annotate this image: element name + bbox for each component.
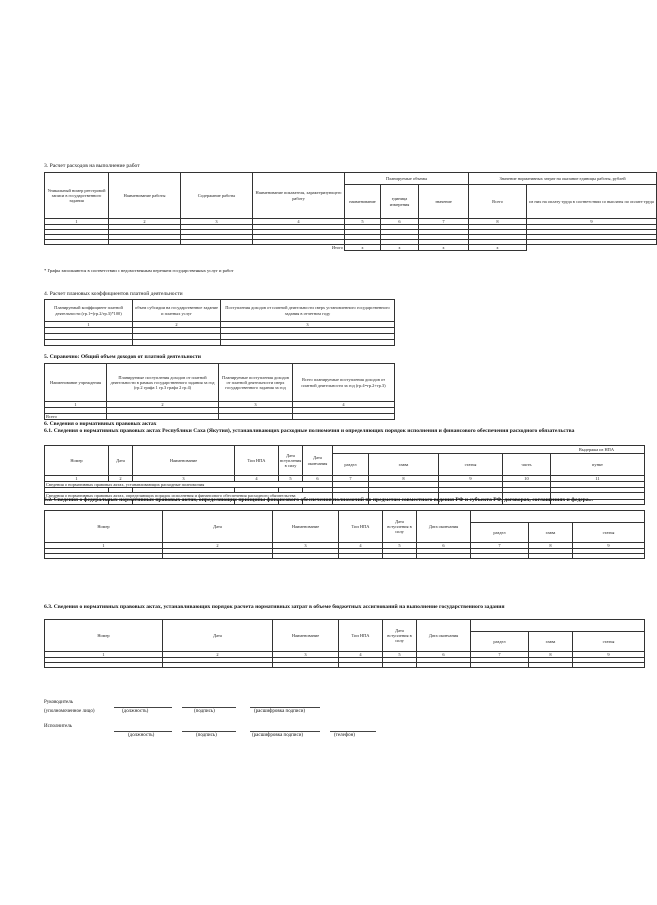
- col-number: 1: [45, 219, 109, 225]
- col-number: 1: [45, 652, 163, 658]
- executor-decode-caption: (расшифровка подписи): [252, 733, 304, 738]
- col-expire-date: Дата окончания: [303, 446, 333, 476]
- col-extract-group: [471, 620, 645, 632]
- col-number: 5: [279, 476, 303, 482]
- col-date: Дата: [163, 511, 273, 543]
- col-name: Наименование: [273, 511, 339, 543]
- col-subsidy-volume: объем субсидии на государственное задание и платных услуг: [133, 300, 221, 322]
- col-number: 5: [383, 652, 417, 658]
- col-institution: Наименование учреждения: [45, 364, 107, 402]
- col-plan-value: значение: [419, 185, 469, 219]
- col-article: статья: [573, 523, 645, 543]
- col-planned-volumes: Планируемые объемы: [345, 173, 469, 185]
- col-act-extract: Выдержка из НПА: [333, 446, 645, 454]
- decode-line: [250, 707, 320, 708]
- col-end-date: Дата окончания: [417, 620, 471, 652]
- total-row: [45, 414, 395, 420]
- col-indicator-name: Наименование показателя, характеризующего работу: [253, 173, 345, 219]
- col-number: 8: [529, 652, 573, 658]
- col-article: статья: [439, 454, 503, 476]
- col-number: 7: [419, 219, 469, 225]
- col-number: 1: [45, 543, 163, 549]
- col-income-in-task: Планируемые поступления доходов от платной деятельности в рамках государственного задания за год (гр.2 графа 1 гр.3 графа 2 гр.4): [107, 364, 219, 402]
- col-name: Наименование: [273, 620, 339, 652]
- col-number: 2: [109, 219, 181, 225]
- col-number: 3: [133, 476, 235, 482]
- col-number: 7: [471, 543, 529, 549]
- col-effective-date: Дата вступления в силу: [383, 511, 417, 543]
- position-line: [114, 707, 172, 708]
- col-number: 9: [573, 543, 645, 549]
- col-unique-number: Уникальный номер реестровой записи в государственного задания: [45, 173, 109, 219]
- col-effective-date: Дата вступления в силу: [383, 620, 417, 652]
- head-sub-label: (уполномоченное лицо): [44, 709, 95, 714]
- section-6-3-title: 6.3. Сведения о нормативных правовых актах, устанавливающих порядок расчета нормативных затрат в объеме бюджетных ассигнований на выполнение государственного задания: [44, 604, 505, 610]
- col-number: 4: [235, 476, 279, 482]
- col-number: 4: [339, 652, 383, 658]
- total-value: х: [345, 245, 381, 251]
- col-number: 3: [273, 652, 339, 658]
- col-number: 1: [45, 476, 109, 482]
- col-work-content: Содержание работы: [181, 173, 253, 219]
- col-cost-total: Всего: [469, 185, 527, 219]
- col-extract-group: [471, 511, 645, 523]
- col-number: Номер: [45, 446, 109, 476]
- col-income-over-task: Планируемые поступления доходов от платной деятельности сверх государственного задания за год: [219, 364, 293, 402]
- head-label: Руководитель: [44, 700, 74, 705]
- col-end-date: Дата окончания: [417, 511, 471, 543]
- executor-phone-caption: (телефон): [334, 733, 355, 738]
- col-number: 2: [163, 543, 273, 549]
- col-act-type: Тип НПА: [339, 511, 383, 543]
- col-number: 4: [253, 219, 345, 225]
- section-3-title: 3. Расчет расходов на выполнение работ: [44, 163, 140, 169]
- col-work-name: Наименование работы: [109, 173, 181, 219]
- section-6-2-title: 6.2. Сведения о федеральных нормативных правовых актах, определяющих принципы финансового обеспечения полномочий по предметам совместного ведения РФ и субъекта РФ, договорах, соглашениях и федера...: [44, 497, 593, 503]
- col-number: 2: [107, 402, 219, 408]
- section-6-1-title: 6.1. Сведения о нормативных правовых актах Республики Саха (Якутия), устанавливающих расходные полномочия и определяющих порядок исполнения и финансового обеспечения расходного обязательства: [44, 428, 575, 434]
- table-row: [45, 340, 395, 346]
- section-3-footnote: * Графы заполняются в соответствии с ведомственным перечнем государственных услуг и работ: [44, 268, 234, 273]
- total-label: Всего: [45, 414, 107, 420]
- col-income-total: Всего планируемые поступления доходов от платной деятельности за год (гр.4=гр.2+гр.3): [293, 364, 395, 402]
- table-row: [45, 554, 645, 559]
- total-value: х: [419, 245, 469, 251]
- total-row: [45, 245, 657, 251]
- col-act-type: Тип НПА: [339, 620, 383, 652]
- col-number: 5: [383, 543, 417, 549]
- decode-caption: (расшифровка подписи): [254, 709, 306, 714]
- section-3-table: [44, 172, 657, 251]
- section-6-title: 6. Сведения о нормативных правовых актах: [44, 421, 157, 427]
- col-section: раздел: [471, 632, 529, 652]
- col-number: 2: [109, 476, 133, 482]
- col-item: пункт: [551, 454, 645, 476]
- executor-position-line: [114, 731, 172, 732]
- col-number: 4: [293, 402, 395, 408]
- executor-phone-line: [330, 731, 376, 732]
- col-section: раздел: [333, 454, 369, 476]
- col-number: 11: [551, 476, 645, 482]
- col-number: 2: [133, 322, 221, 328]
- col-number: 7: [471, 652, 529, 658]
- col-cost-incl: из них на оплату труда в соответствии со выплаты по оплате труда: [527, 185, 657, 219]
- col-plan-unit: единица измерения: [381, 185, 419, 219]
- col-date: Дата: [163, 620, 273, 652]
- col-number: 3: [181, 219, 253, 225]
- total-value: х: [469, 245, 527, 251]
- col-chapter: глава: [369, 454, 439, 476]
- signature-line: [182, 707, 236, 708]
- col-number: 8: [529, 543, 573, 549]
- row-label-powers: Сведения о нормативных правовых актах, устанавливающих расходные полномочия: [45, 482, 333, 488]
- col-chapter: глава: [529, 632, 573, 652]
- section-6-1-table: [44, 445, 645, 505]
- col-number: 4: [339, 543, 383, 549]
- section-5-title: 5. Справочно: Общий объем доходов от платной деятельности: [44, 354, 201, 360]
- section-6-3-table: [44, 619, 645, 668]
- executor-label: Исполнитель: [44, 724, 72, 729]
- col-chapter: глава: [529, 523, 573, 543]
- col-number: 6: [417, 543, 471, 549]
- table-row: [45, 663, 645, 668]
- col-number: 10: [503, 476, 551, 482]
- col-number: 6: [381, 219, 419, 225]
- col-number: Номер: [45, 620, 163, 652]
- col-number: 3: [273, 543, 339, 549]
- section-4-table: [44, 299, 395, 346]
- col-number: 6: [417, 652, 471, 658]
- col-number: 6: [303, 476, 333, 482]
- col-number: 1: [45, 322, 133, 328]
- col-number: 3: [221, 322, 395, 328]
- col-article: статья: [573, 632, 645, 652]
- position-caption: (должность): [122, 709, 149, 714]
- col-number: Номер: [45, 511, 163, 543]
- col-effective-date: Дата вступления в силу: [279, 446, 303, 476]
- col-paid-income: Поступления доходов от платной деятельности сверх установленного государственного задания в отчетном году: [221, 300, 395, 322]
- col-part: часть: [503, 454, 551, 476]
- col-date: Дата: [109, 446, 133, 476]
- col-standard-cost: Значение нормативных затрат на оказание единицы работы, рублей: [469, 173, 657, 185]
- section-6-2-table: [44, 510, 645, 559]
- col-number: 8: [469, 219, 527, 225]
- col-number: 1: [45, 402, 107, 408]
- executor-decode-line: [250, 731, 320, 732]
- row-label-procedure: Сведения о нормативных правовых актах, определяющих порядок исполнения и финансового обеспечения расходного обязательства: [45, 493, 333, 499]
- col-name: Наименование: [133, 446, 235, 476]
- col-number: 8: [369, 476, 439, 482]
- col-section: раздел: [471, 523, 529, 543]
- executor-signature-caption: (подпись): [196, 733, 217, 738]
- col-number: 9: [439, 476, 503, 482]
- total-label: Итого: [331, 245, 343, 251]
- total-value: х: [381, 245, 419, 251]
- executor-position-caption: (должность): [128, 733, 155, 738]
- col-number: 5: [345, 219, 381, 225]
- signature-caption: (подпись): [194, 709, 215, 714]
- col-act-type: Тип НПА: [235, 446, 279, 476]
- col-number: 9: [527, 219, 657, 225]
- col-number: 3: [219, 402, 293, 408]
- col-number: 2: [163, 652, 273, 658]
- section-4-title: 4. Расчет плановых коэффициентов платной деятельности: [44, 291, 183, 297]
- col-planned-coefficient: Планируемый коэффициент платной деятельности (гр.1=(гр.2/гр.3)*100): [45, 300, 133, 322]
- executor-signature-line: [182, 731, 236, 732]
- section-5-table: [44, 363, 395, 420]
- col-number: 7: [333, 476, 369, 482]
- col-plan-name: наименование: [345, 185, 381, 219]
- col-number: 9: [573, 652, 645, 658]
